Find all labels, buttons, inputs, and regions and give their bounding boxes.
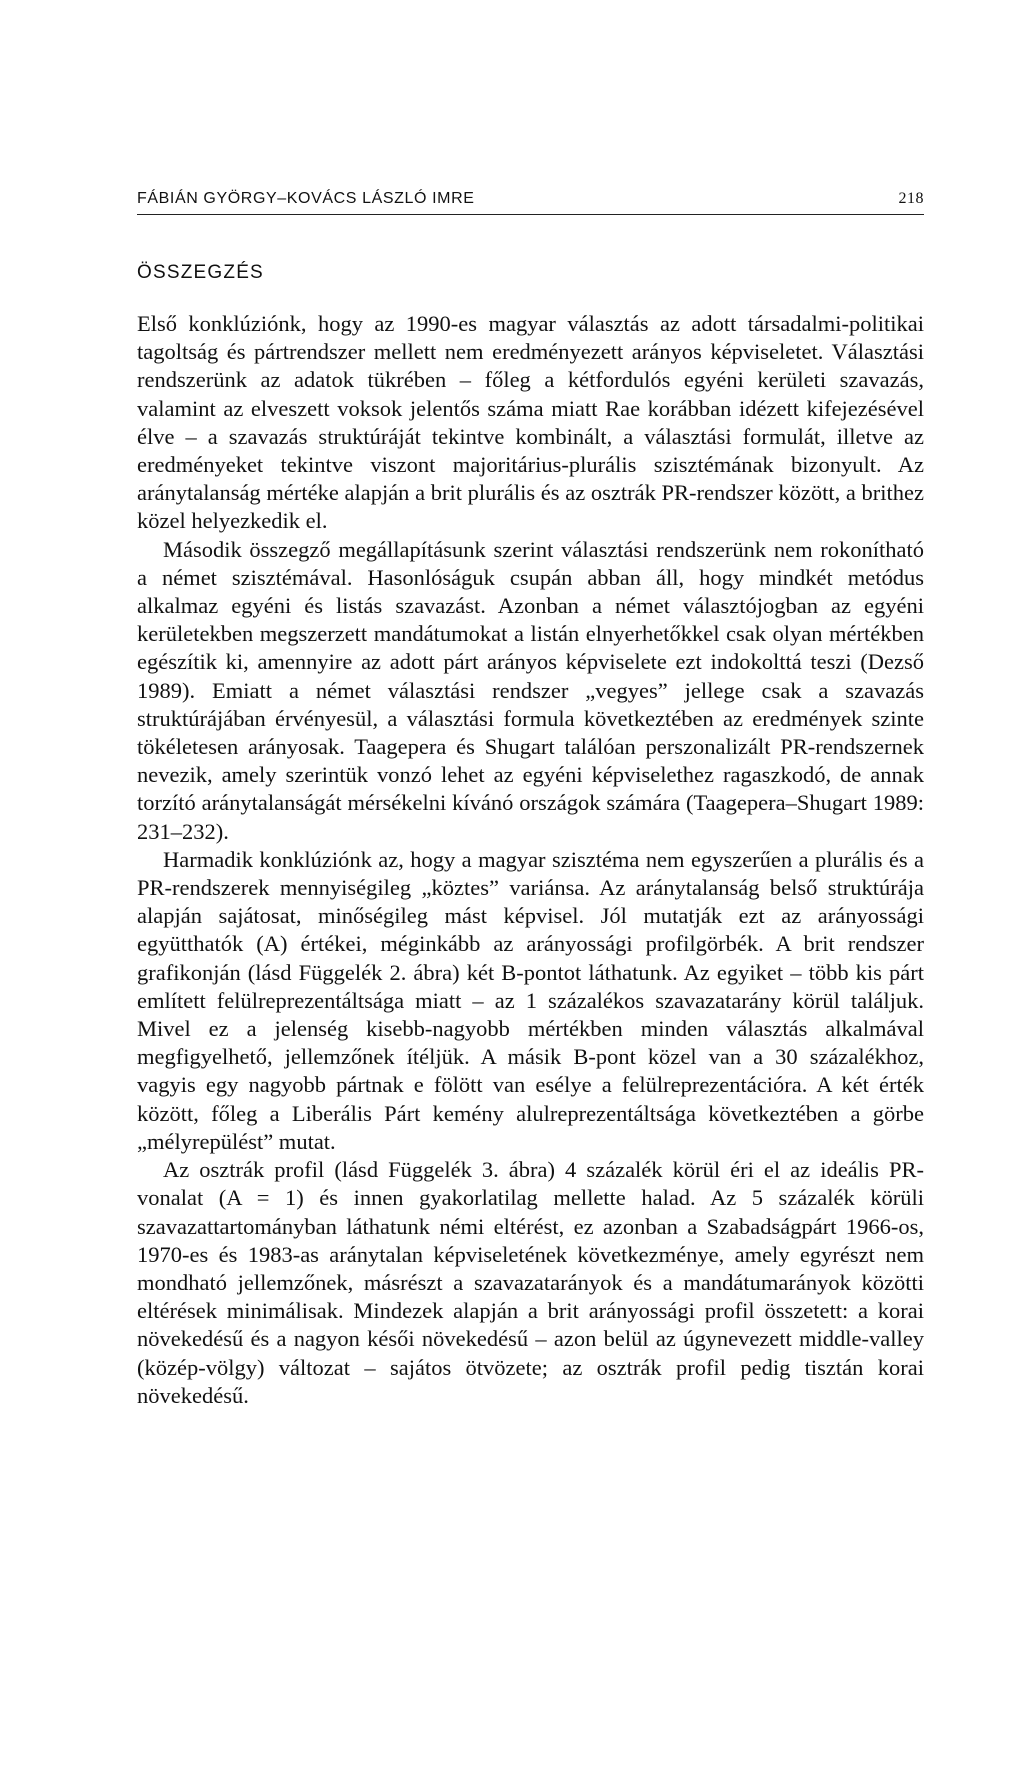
paragraph-1: Első konklúziónk, hogy az 1990-es magyar választás az adott társadalmi-politikai tagoltság és pártrendszer mellett nem eredményezett arányos képviseletet. Választási rendszerünk az adatok tükrében – főleg a kétfordulós egyéni kerületi szavazás, valamint az elveszett voksok jelentős száma miatt Rae korábban idézett kifejezésével élve – a szavazás struktúráját tekintve kombinált, a választási formulát, illetve az eredményeket tekintve viszont majoritárius-plurális szisztémának bizonyult. Az aránytalanság mértéke alapján a brit plurális és az osztrák PR-rendszer között, a brithez közel helyezkedik el. <box>137 311 924 534</box>
paragraph-4: Az osztrák profil (lásd Függelék 3. ábra) 4 százalék körül éri el az ideális PR-vonalat (A = 1) és innen gyakorlatilag mellette halad. Az 5 százalék körüli szavazattartományban láthatunk némi eltérést, ez azonban a Szabadságpárt 1966-os, 1970-es és 1983-as aránytalan képviseletének következménye, amely egyrészt nem mondható jellemzőnek, másrészt a szavazatarányok és a mandátumarányok közötti eltérések minimálisak. Mindezek alapján a brit arányossági profil összetett: a korai növekedésű és a nagyon késői növekedésű – azon belül az úgynevezett middle-valley (közép-völgy) változat – sajátos ötvözete; az osztrák profil pedig tisztán korai növekedésű. <box>137 1157 924 1408</box>
book-page <box>137 190 924 1410</box>
running-header <box>137 190 924 215</box>
paragraph-2: Második összegző megállapításunk szerint választási rendszerünk nem rokonítható a német szisztémával. Hasonlóságuk csupán abban áll, hogy mindkét metódus alkalmaz egyéni és listás szavazást. Azonban a német választójogban az egyéni kerületekben megszerzett mandátumokat a listán elnyerhetőkkel csak olyan mértékben egészítik ki, amennyire az adott párt arányos képviselete ezt indokolttá teszi (Dezső 1989). Emiatt a német választási rendszer „vegyes” jellege csak a szavazás struktúrájában érvényesül, a választási formula következtében az eredmények szinte tökéletesen arányosak. Taagepera és Shugart találóan perszonalizált PR-rendszernek nevezik, amely szerintük vonzó lehet az egyéni képviselethez ragaszkodó, de annak torzító aránytalanságát mérsékelni kívánó országok számára (Taagepera–Shugart 1989: 231–232). <box>137 536 924 844</box>
header-authors: FÁBIÁN GYÖRGY–KOVÁCS LÁSZLÓ IMRE <box>137 190 475 207</box>
paragraph-3: Harmadik konklúziónk az, hogy a magyar szisztéma nem egyszerűen a plurális és a PR-rendszerek mennyiségileg „köztes” variánsa. Az aránytalanság belső struktúrája alapján sajátosat, minőségileg mást képvisel. Jól mutatják ezt az arányossági együtthatók (A) értékei, méginkább az arányossági profilgörbék. A brit rendszer grafikonján (lásd Függelék 2. ábra) két B-pontot láthatunk. Az egyiket – több kis párt említett felülreprezentáltsága miatt – az 1 százalékos szavazatarány körül találjuk. Mivel ez a jelenség kisebb-nagyobb mértékben minden választás alkalmával megfigyelhető, jellemzőnek ítéljük. A másik B-pont közel van a 30 százalékhoz, vagyis egy nagyobb pártnak e fölött van esélye a felülreprezentációra. A két érték között, főleg a Liberális Párt kemény alulreprezentáltsága következtében a görbe „mélyrepülést” mutat. <box>137 846 924 1154</box>
page-number: 218 <box>898 190 924 207</box>
section-title: ÖSSZEGZÉS <box>137 262 264 283</box>
body-text <box>137 310 924 1410</box>
